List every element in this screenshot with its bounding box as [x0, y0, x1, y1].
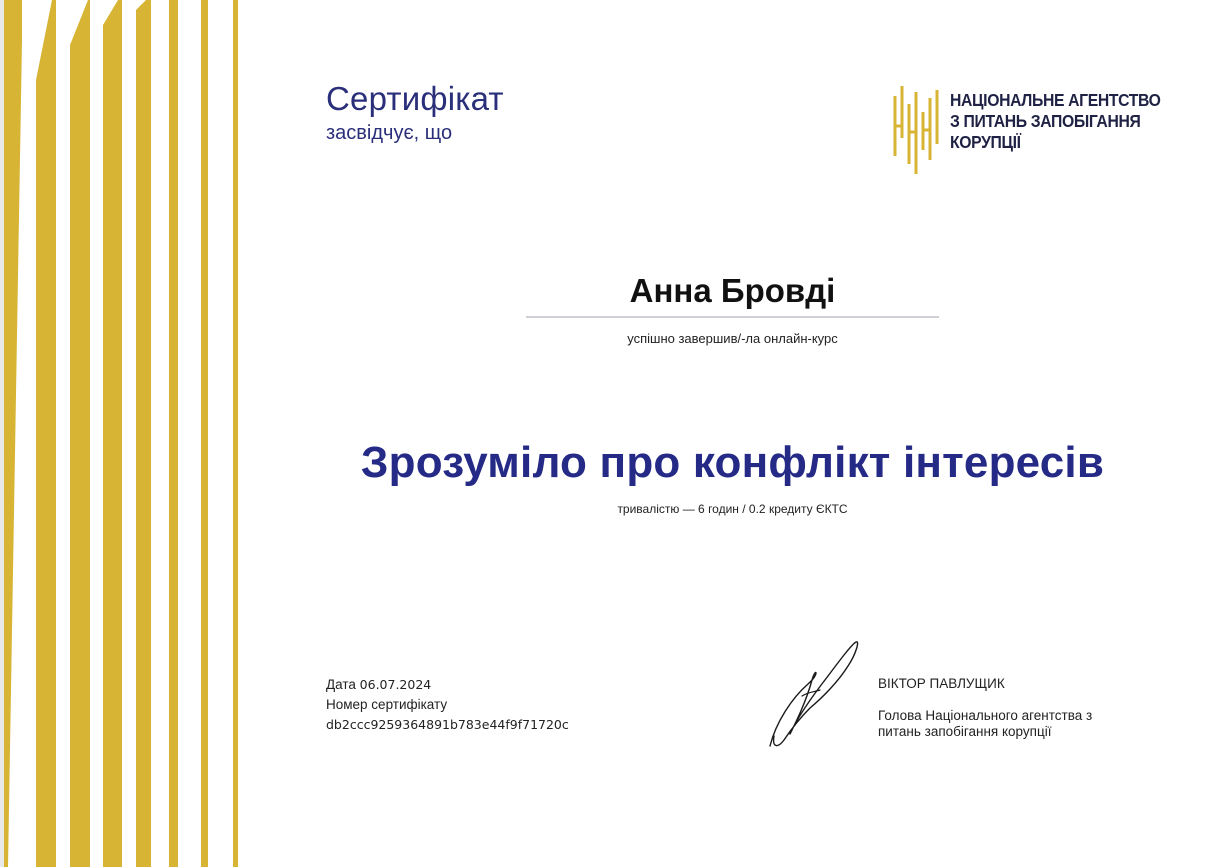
name-underline [526, 316, 939, 318]
date-value: 06.07.2024 [359, 677, 432, 692]
course-duration: тривалістю — 6 годин / 0.2 кредиту ЄКТС [617, 502, 848, 516]
certificate-subtitle: засвідчує, що [326, 122, 453, 144]
date-label: Дата [326, 677, 356, 692]
recipient-name: Анна Бровді [629, 272, 836, 309]
date-row [326, 675, 569, 695]
certificate-number-label: Номер сертифікату [326, 697, 448, 712]
handwritten-signature [762, 636, 862, 750]
signer-role: Голова Національного агентства з питань запобігання корупції [878, 708, 1093, 739]
signer-block [878, 676, 1138, 740]
certificate-details [326, 675, 569, 735]
decorative-stripes [0, 0, 260, 867]
completion-text: успішно завершив/-ла онлайн-курс [627, 331, 838, 346]
certificate-number-value: db2ccc9259364891b783e44f9f71720c [326, 717, 569, 732]
agency-name-line: НАЦІОНАЛЬНЕ АГЕНТСТВО [950, 90, 1161, 110]
course-title: Зрозуміло про конфлікт інтересів [360, 438, 1105, 487]
agency-logo [892, 86, 1161, 176]
signer-name: ВІКТОР ПАВЛУЩИК [878, 676, 1005, 691]
agency-name-line: З ПИТАНЬ ЗАПОБІГАННЯ [950, 111, 1141, 131]
certificate-title: Сертифікат [326, 80, 504, 117]
agency-name-line: КОРУПЦІЇ [950, 132, 1021, 152]
nazk-logo-icon [892, 86, 944, 174]
agency-name [950, 90, 1161, 153]
